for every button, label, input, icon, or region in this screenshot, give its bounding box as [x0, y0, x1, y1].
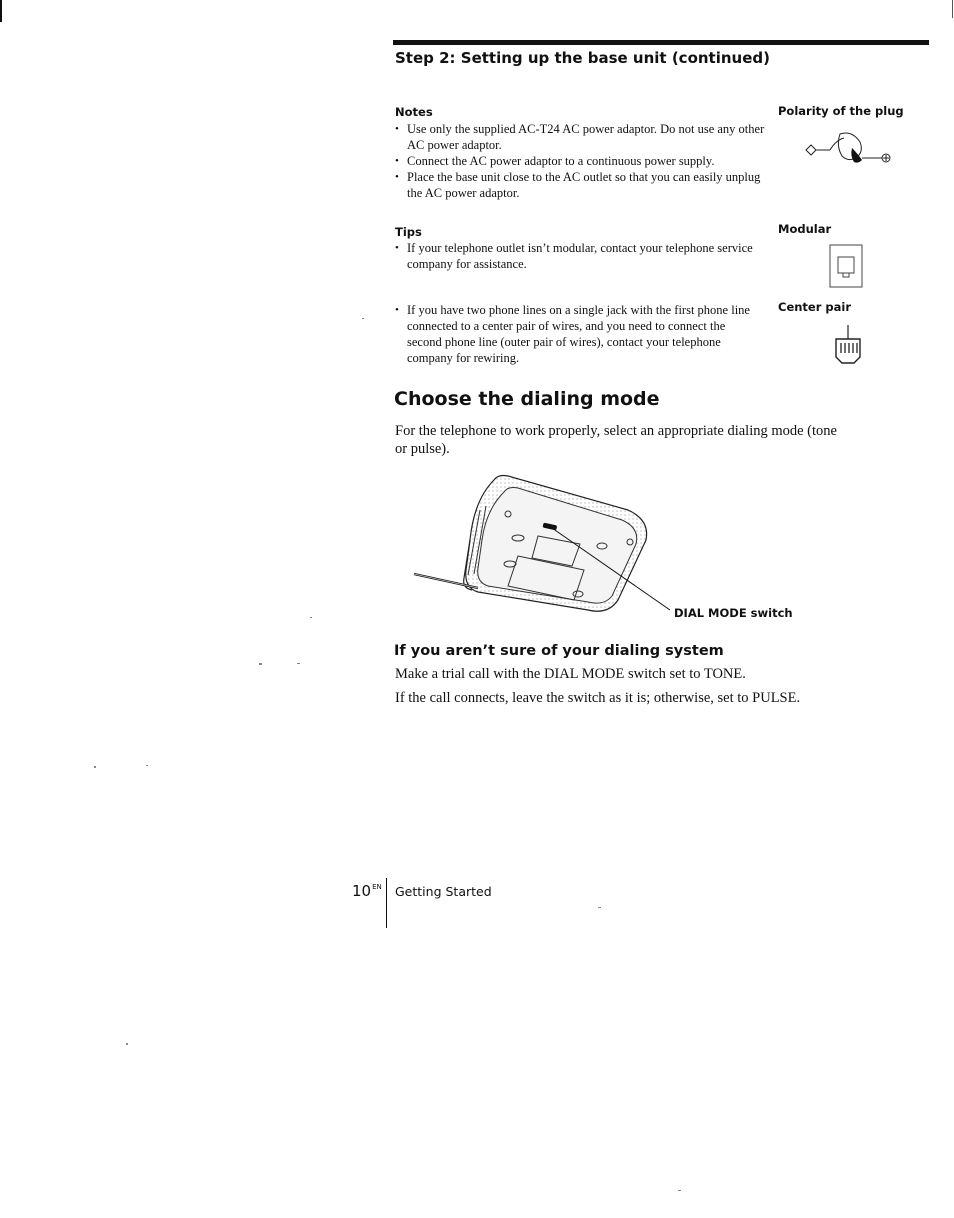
page-header-title: Step 2: Setting up the base unit (continued) — [395, 49, 770, 67]
note-item: • Place the base unit close to the AC outlet so that you can easily unplug the AC power adaptor. — [395, 169, 765, 201]
scan-speck — [126, 1043, 128, 1045]
modular-jack-icon — [828, 243, 864, 289]
tips-section — [395, 240, 757, 272]
subsection-title-unsure: If you aren’t sure of your dialing system — [394, 643, 724, 659]
tip-item: • If you have two phone lines on a single jack with the first phone line connected to a center pair of wires, and you need to connect the second phone line (outer pair of wires), contact your telephone company for rewiring. — [395, 302, 757, 366]
unsure-line-1: Make a trial call with the DIAL MODE switch set to TONE. — [395, 666, 746, 682]
scan-speck — [678, 1190, 681, 1191]
scan-speck — [362, 318, 364, 319]
note-item: • Connect the AC power adaptor to a continuous power supply. — [395, 153, 765, 169]
page-number: $10^{EN}$ — [352, 882, 382, 900]
dial-mode-switch-callout: DIAL MODE switch — [674, 606, 793, 620]
tips-section-2 — [395, 302, 757, 366]
plug-polarity-icon — [800, 128, 900, 172]
scan-speck — [297, 663, 300, 664]
polarity-label: Polarity of the plug — [778, 104, 904, 118]
footer-section-label: Getting Started — [395, 884, 492, 899]
unsure-line-2: If the call connects, leave the switch as it is; otherwise, set to PULSE. — [395, 690, 801, 706]
page-number-superscript: EN — [372, 883, 382, 891]
tips-heading: Tips — [395, 225, 422, 239]
scan-speck — [94, 766, 96, 768]
section-title-dialing-mode: Choose the dialing mode — [394, 388, 660, 410]
header-rule — [393, 40, 929, 45]
center-pair-plug-icon — [832, 323, 864, 369]
edge-mark-left — [0, 0, 2, 22]
edge-mark-right — [952, 0, 953, 18]
scan-speck — [598, 907, 601, 908]
scan-speck — [310, 617, 312, 618]
notes-section — [395, 121, 765, 201]
scan-speck — [146, 765, 148, 766]
footer-divider — [386, 878, 387, 928]
tip-item: • If your telephone outlet isn’t modular, contact your telephone service company for assistance. — [395, 240, 757, 272]
scan-speck — [259, 663, 262, 665]
note-item: • Use only the supplied AC-T24 AC power adaptor. Do not use any other AC power adaptor. — [395, 121, 765, 153]
modular-label: Modular — [778, 222, 832, 236]
notes-heading: Notes — [395, 105, 433, 119]
dialing-intro: For the telephone to work properly, select an appropriate dialing mode (tone or pulse). — [395, 423, 837, 457]
center-pair-label: Center pair — [778, 300, 852, 314]
